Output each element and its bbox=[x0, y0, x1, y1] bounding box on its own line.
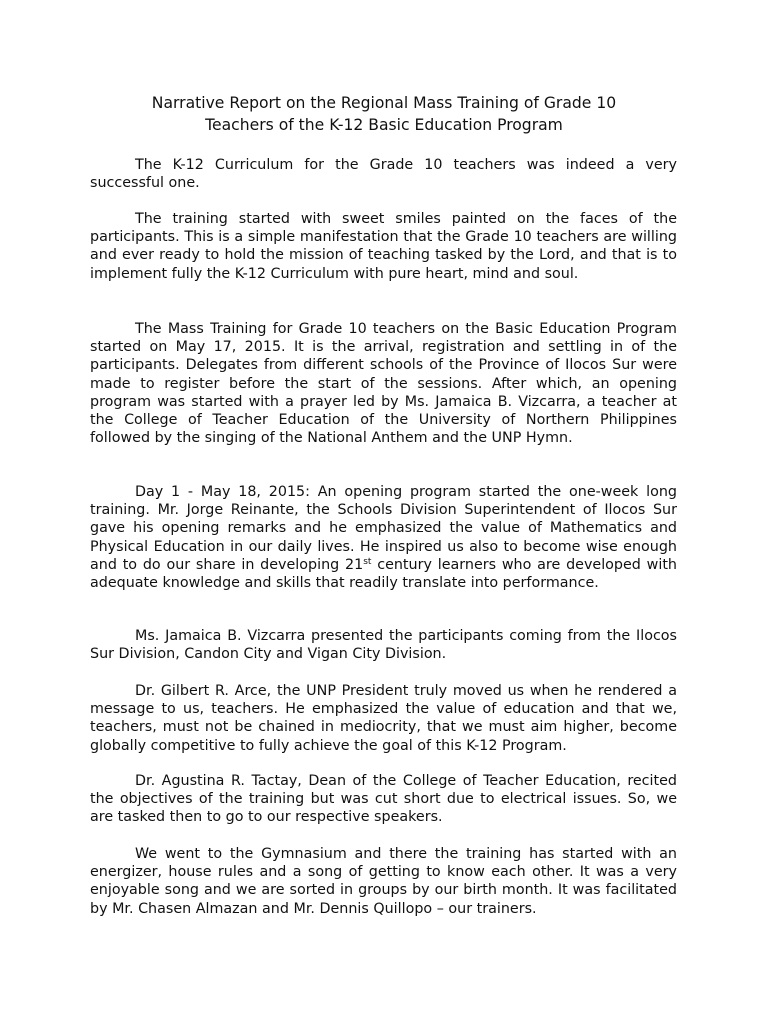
paragraph-5: Ms. Jamaica B. Vizcarra presented the participants coming from the Ilocos Sur Division, Candon City and Vigan City Division. bbox=[90, 628, 677, 663]
paragraph-6: Dr. Gilbert R. Arce, the UNP President truly moved us when he rendered a message to us, teachers. He emphasized the value of education and that we, teachers, must not be chained in mediocrity, that we must aim higher, become globally competitive to fully achieve the goal of this K-12 Program. bbox=[90, 683, 677, 754]
paragraph-8: We went to the Gymnasium and there the training has started with an energizer, house rules and a song of getting to know each other. It was a very enjoyable song and we are sorted in groups by our birth month. It was facilitated by Mr. Chasen Almazan and Mr. Dennis Quillopo – our trainers. bbox=[90, 846, 677, 917]
paragraph-2: The training started with sweet smiles painted on the faces of the participants. This is a simple manifestation that the Grade 10 teachers are willing and ever ready to hold the mission of teaching tasked by the Lord, and that is to implement fully the K-12 Curriculum with pure heart, mind and soul. bbox=[90, 211, 677, 282]
paragraph-3: The Mass Training for Grade 10 teachers on the Basic Education Program started on May 17, 2015. It is the arrival, registration and settling in of the participants. Delegates from different schools of the Province of Ilocos Sur were made to register before the start of the sessions. After which, an opening program was started with a prayer led by Ms. Jamaica B. Vizcarra, a teacher at the College of Teacher Education of the University of Northern Philippines followed by the singing of the National Anthem and the UNP Hymn. bbox=[90, 321, 677, 447]
title-line-1: Narrative Report on the Regional Mass Training of Grade 10 bbox=[151, 94, 617, 112]
paragraph-4-text-a: Day 1 - May 18, 2015: An opening program started the one-week long training. Mr. Jorge Reinante, the Schools Division Superintendent of Ilocos Sur gave his opening remarks and he emphasized the value of Mathematics and Physical Education in our daily lives. He inspired us also to become wise enough and to do our share in developing 21 bbox=[90, 484, 677, 573]
paragraph-7: Dr. Agustina R. Tactay, Dean of the College of Teacher Education, recited the objectives of the training but was cut short due to electrical issues. So, we are tasked then to go to our respective speakers. bbox=[90, 773, 677, 826]
paragraph-1: The K-12 Curriculum for the Grade 10 teachers was indeed a very successful one. bbox=[90, 157, 677, 192]
ordinal-suffix: st bbox=[363, 556, 372, 567]
title-line-2: Teachers of the K-12 Basic Education Program bbox=[205, 116, 563, 134]
paragraph-4-text-b: century learners who are developed with adequate knowledge and skills that readily translate into performance. bbox=[90, 556, 677, 592]
paragraph-4 bbox=[90, 483, 677, 592]
document-title bbox=[80, 92, 688, 136]
